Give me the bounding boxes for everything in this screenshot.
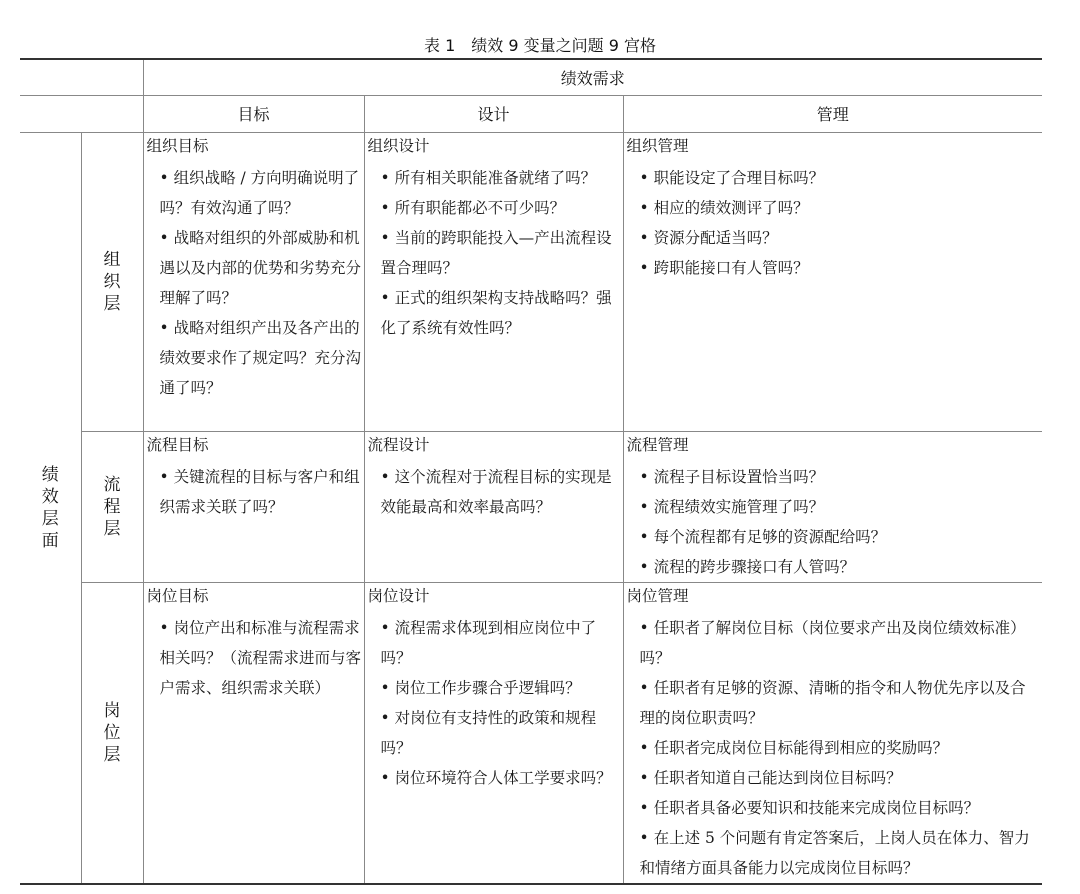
row-label-text: 组织层 (103, 249, 121, 314)
table-row (20, 431, 1042, 582)
question-item: • 关键流程的目标与客户和组织需求关联了吗？ (159, 467, 360, 516)
question-item: • 相应的绩效测评了吗？ (639, 198, 809, 217)
table-caption: 表 1 绩效 9 变量之问题 9 宫格 (424, 36, 656, 55)
cell-content (624, 133, 1043, 283)
question-item: • 流程的跨步骤接口有人管吗？ (639, 557, 856, 576)
question-item: • 所有相关职能准备就绪了吗？ (380, 168, 597, 187)
question-item: • 跨职能接口有人管吗？ (639, 258, 809, 277)
column-header-management: 管理 (623, 95, 1042, 132)
row-label-text: 流程层 (103, 474, 121, 539)
question-item: • 这个流程对于流程目标的实现是效能最高和效率最高吗？ (380, 467, 612, 516)
cell-content (144, 432, 364, 522)
cell-process-goal (143, 431, 364, 582)
cell-title: 岗位目标 (146, 586, 209, 605)
header-blank-cell (20, 59, 143, 95)
header-blank-cell (20, 95, 143, 132)
question-item: • 每个流程都有足够的资源配给吗？ (639, 527, 887, 546)
question-item: • 流程子目标设置恰当吗？ (639, 467, 825, 486)
cell-process-design (364, 431, 623, 582)
cell-title: 流程设计 (367, 435, 430, 454)
cell-title: 组织目标 (146, 136, 209, 155)
cell-process-management (623, 431, 1042, 582)
question-item: • 正式的组织架构支持战略吗？强化了系统有效性吗？ (380, 288, 612, 337)
question-item: • 任职者具备必要知识和技能来完成岗位目标吗？ (639, 798, 980, 817)
question-item: • 组织战略 / 方向明确说明了吗？有效沟通了吗？ (159, 168, 360, 217)
row-label-text: 岗位层 (103, 700, 121, 765)
cell-position-goal (143, 582, 364, 884)
question-item: • 职能设定了合理目标吗？ (639, 168, 825, 187)
column-header-design: 设计 (364, 95, 623, 132)
row-group-label (20, 132, 81, 884)
question-item: • 岗位环境符合人体工学要求吗？ (380, 768, 612, 787)
question-item: • 战略对组织的外部威胁和机遇以及内部的优势和劣势充分理解了吗？ (159, 228, 362, 307)
performance-9-grid-table (20, 58, 1042, 885)
cell-content (144, 583, 364, 703)
question-item: • 岗位产出和标准与流程需求相关吗？（流程需求进而与客户需求、组织需求关联） (159, 618, 362, 697)
row-label-position (81, 582, 143, 884)
cell-content (365, 583, 623, 793)
cell-position-design (364, 582, 623, 884)
row-group-label-text: 绩效层面 (41, 464, 59, 551)
question-item: • 流程绩效实施管理了吗？ (639, 497, 825, 516)
cell-title: 流程目标 (146, 435, 209, 454)
table-row (20, 582, 1042, 884)
row-label-process (81, 431, 143, 582)
question-item: • 在上述 5 个问题有肯定答案后，上岗人员在体力、智力和情绪方面具备能力以完成岗位目标吗？ (639, 828, 1030, 877)
question-item: • 对岗位有支持性的政策和规程吗？ (380, 708, 597, 757)
cell-org-management (623, 132, 1042, 431)
question-item: • 岗位工作步骤合乎逻辑吗？ (380, 678, 581, 697)
cell-title: 组织管理 (626, 136, 689, 155)
question-item: • 任职者有足够的资源、清晰的指令和人物优先序以及合理的岗位职责吗？ (639, 678, 1026, 727)
cell-org-goal (143, 132, 364, 431)
cell-position-management (623, 582, 1042, 884)
cell-org-design (364, 132, 623, 431)
question-item: • 所有职能都必不可少吗？ (380, 198, 566, 217)
cell-title: 岗位设计 (367, 586, 430, 605)
question-item: • 任职者了解岗位目标（岗位要求产出及岗位绩效标准）吗？ (639, 618, 1026, 667)
question-item: • 战略对组织产出及各产出的绩效要求作了规定吗？充分沟通了吗？ (159, 318, 362, 397)
question-item: • 当前的跨职能投入—产出流程设置合理吗？ (380, 228, 612, 277)
table-row (20, 132, 1042, 431)
cell-title: 组织设计 (367, 136, 430, 155)
cell-title: 岗位管理 (626, 586, 689, 605)
question-item: • 资源分配适当吗？ (639, 228, 778, 247)
cell-content (144, 133, 364, 403)
cell-title: 流程管理 (626, 435, 689, 454)
cell-content (624, 432, 1043, 582)
question-item: • 流程需求体现到相应岗位中了吗？ (380, 618, 597, 667)
header-performance-needs: 绩效需求 (143, 59, 1042, 95)
question-item: • 任职者知道自己能达到岗位目标吗？ (639, 768, 902, 787)
column-header-goal: 目标 (143, 95, 364, 132)
row-label-org (81, 132, 143, 431)
question-item: • 任职者完成岗位目标能得到相应的奖励吗？ (639, 738, 949, 757)
cell-content (624, 583, 1043, 883)
cell-content (365, 432, 623, 522)
cell-content (365, 133, 623, 343)
